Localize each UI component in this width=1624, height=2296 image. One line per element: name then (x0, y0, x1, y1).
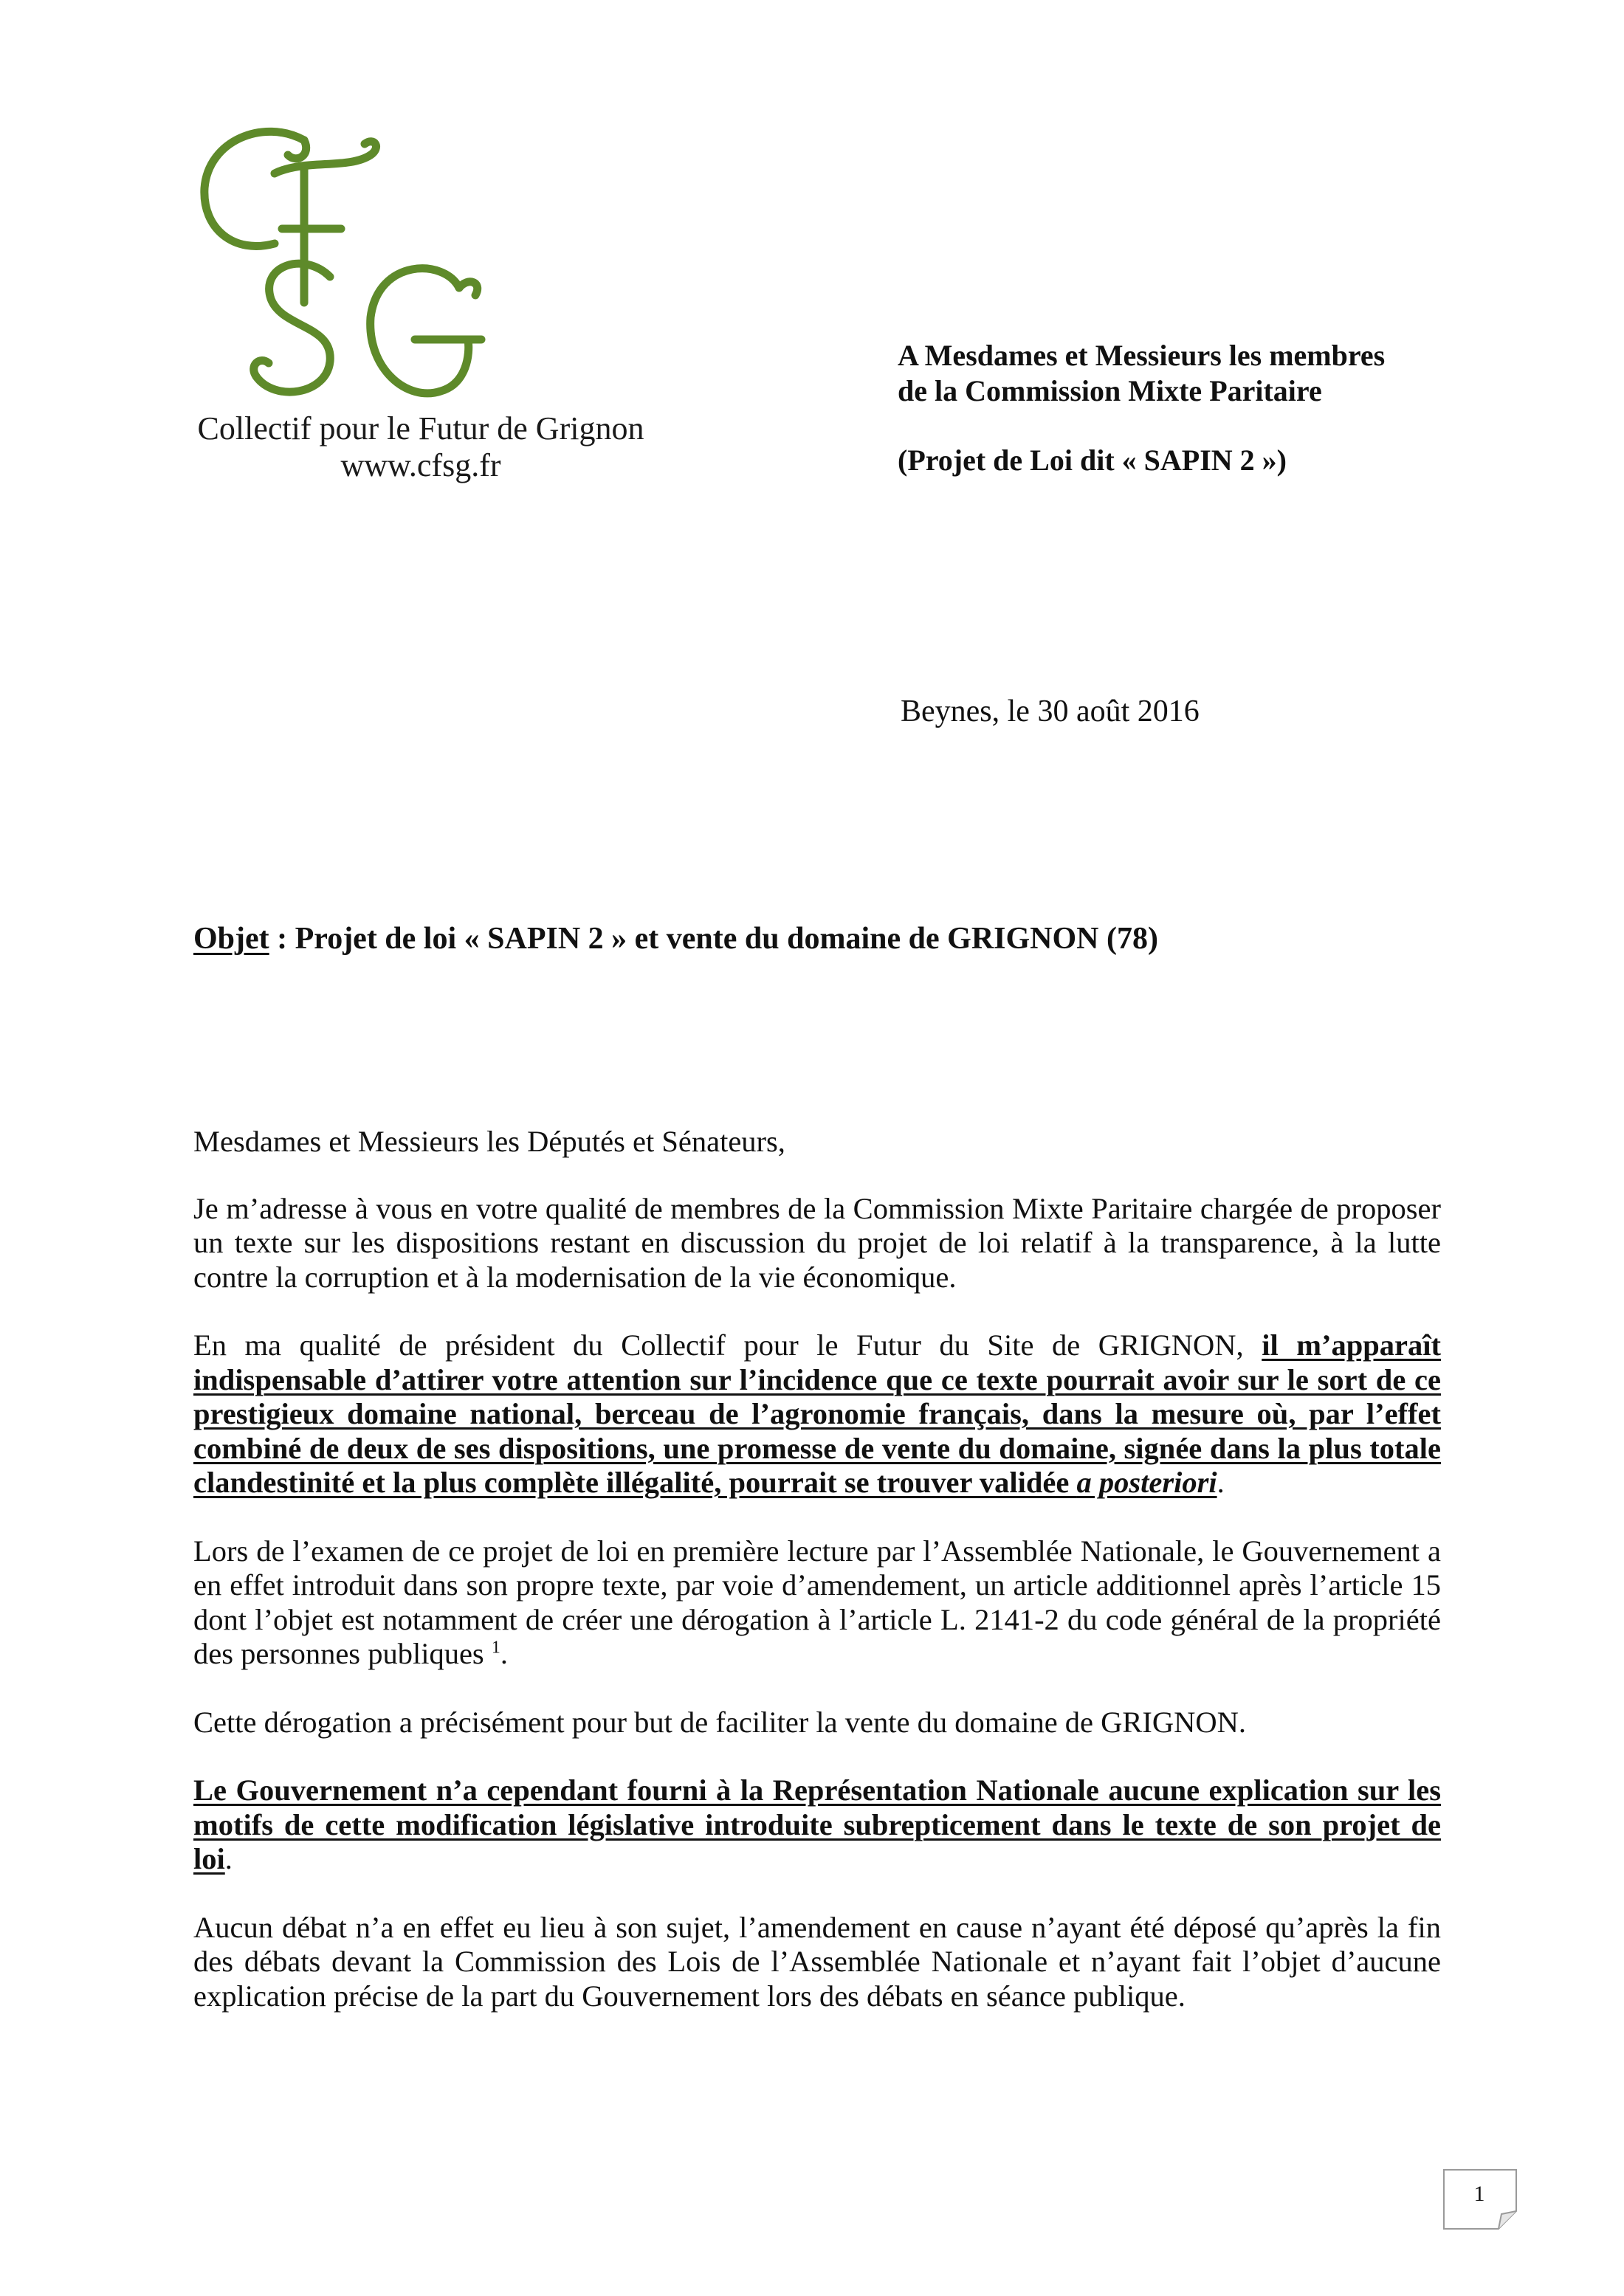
paragraph-5 (193, 1773, 1441, 1877)
page-number-badge (1442, 2168, 1524, 2230)
addressee-line1: A Mesdames et Messieurs les membres (898, 339, 1386, 372)
org-name: Collectif pour le Futur de Grignon (197, 410, 644, 447)
place-date: Beynes, le 30 août 2016 (901, 694, 1200, 728)
addressee-project: (Projet de Loi dit « SAPIN 2 ») (898, 444, 1287, 477)
cfsg-logo (193, 118, 496, 413)
letter-body (193, 1125, 1441, 2047)
paragraph-2-emphasis-text: il m’apparaît indispensable d’attirer votre attention sur l’incidence que ce texte pourrait avoir sur le sort de ce prestigieux domaine national, berceau de l’agronomie français, dans la mesure où, par l’effet combiné de deux de ses dispositions, une promesse de vente du domaine, signée dans la plus totale clandestinité et la plus complète illégalité, pourrait se trouver validée (193, 1328, 1442, 1499)
paragraph-5-end: . (224, 1842, 233, 1875)
org-info (193, 410, 648, 484)
paragraph-4: Cette dérogation a précisément pour but de faciliter la vente du domaine de GRIGNON. (193, 1705, 1247, 1739)
salutation: Mesdames et Messieurs les Députés et Sénateurs, (193, 1125, 785, 1158)
subject-label: Objet (193, 922, 269, 956)
subject-line (193, 920, 1448, 958)
paragraph-3-text: Lors de l’examen de ce projet de loi en première lecture par l’Assemblée Nationale, le Gouvernement a en effet introduit dans son propre texte, par voie d’amendement, un article additionnel après l’article 15 dont l’objet est notamment de créer une dérogation à l’article L. 2141-2 du code général de la propriété des personnes publiques (193, 1534, 1441, 1670)
paragraph-5-emphasis: Le Gouvernement n’a cependant fourni à la Représentation Nationale aucune explication sur les motifs de cette modification législative introduite subrepticement dans le texte de son projet de loi (193, 1773, 1441, 1875)
paragraph-6: Aucun débat n’a en effet eu lieu à son sujet, l’amendement en cause n’ayant été déposé qu’après la fin des débats devant la Commission des Lois de l’Assemblée Nationale et n’ayant fait l’objet d’aucune explication précise de la part du Gouvernement lors des débats en séance publique. (193, 1910, 1441, 2013)
paragraph-2 (193, 1328, 1441, 1500)
paragraph-3 (193, 1534, 1441, 1672)
org-website: www.cfsg.fr (340, 447, 501, 483)
subject-separator: : (269, 922, 295, 956)
subject-text: Projet de loi « SAPIN 2 » et vente du domaine de GRIGNON (78) (295, 922, 1158, 956)
paragraph-3-end: . (500, 1637, 508, 1670)
addressee-line2: de la Commission Mixte Paritaire (898, 374, 1322, 407)
paragraph-2-end: . (1217, 1466, 1225, 1499)
paragraph-1: Je m’adresse à vous en votre qualité de membres de la Commission Mixte Paritaire chargée de proposer un texte sur les dispositions restant en discussion du projet de loi relatif à la transparence, à la lutte contre la corruption et à la modernisation de la vie économique. (193, 1191, 1441, 1294)
footnote-ref[interactable]: 1 (491, 1638, 500, 1658)
paragraph-2-emphasis-italic: a posteriori (1076, 1466, 1217, 1499)
addressee-block (898, 338, 1547, 478)
paragraph-2-intro: En ma qualité de président du Collectif pour le Futur du Site de GRIGNON, (193, 1328, 1262, 1362)
page-number: 1 (1473, 2182, 1485, 2206)
